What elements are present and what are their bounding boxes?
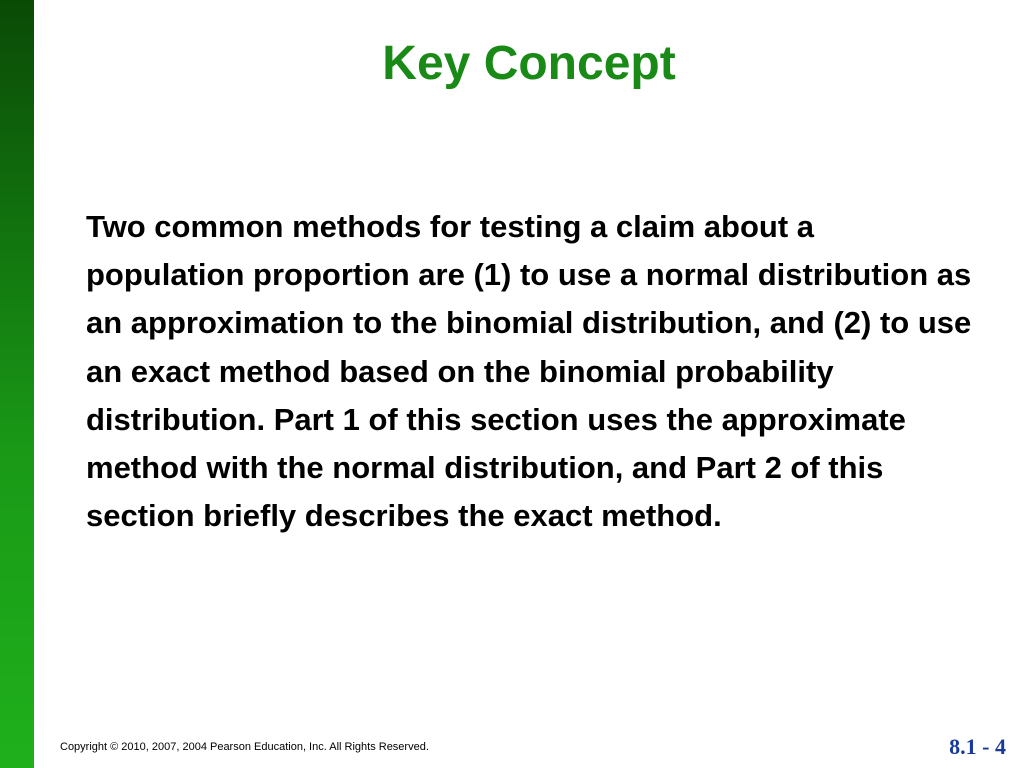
slide-body-text: Two common methods for testing a claim about a population proportion are (1) to use a normal distribution as an approximation to the binomial distribution, and (2) to use an exact method based on the binomial probability distribution. Part 1 of this section uses the approximate method with the normal distribution, and Part 2 of this section briefly describes the exact method. — [86, 209, 972, 534]
copyright-notice: Copyright © 2010, 2007, 2004 Pearson Education, Inc. All Rights Reserved. — [60, 741, 429, 753]
slide-number: 8.1 - 4 — [949, 734, 1006, 759]
green-side-bar — [0, 0, 34, 768]
slide-title: Key Concept — [382, 37, 676, 90]
